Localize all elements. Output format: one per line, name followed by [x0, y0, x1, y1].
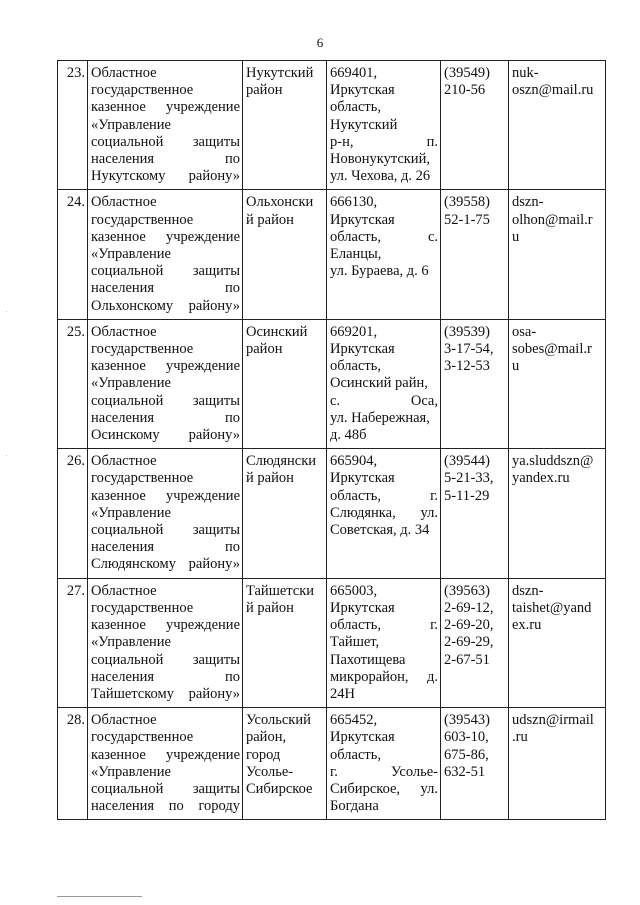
district-line: й район — [246, 470, 294, 487]
district-cell — [243, 190, 327, 319]
phone-line: 603-10, — [444, 729, 489, 746]
phone-line: 3-17-54, — [444, 341, 494, 358]
org-line: населения по — [91, 668, 240, 685]
address-line: 24Н — [330, 685, 355, 702]
offices-table-body — [58, 61, 606, 820]
email-line: dszn- — [512, 582, 544, 599]
address-line: область, с. — [330, 228, 438, 245]
address-line: г. Усолье- — [330, 763, 438, 780]
org-line: социальной защиты — [91, 780, 240, 797]
org-line: населения по — [91, 280, 240, 297]
email-cell — [509, 319, 606, 448]
org-line: Областное — [91, 323, 157, 340]
district-line: Слюдянски — [246, 453, 317, 470]
district-cell — [243, 319, 327, 448]
org-line: государственное — [91, 729, 194, 746]
email-line: nuk- — [512, 65, 539, 81]
district-line: Осинский — [246, 323, 308, 340]
row-number: 24. — [58, 190, 88, 319]
email-line: dszn- — [512, 194, 544, 211]
address-cell — [327, 449, 441, 578]
organization-cell — [88, 61, 243, 190]
phone-line: 2-69-12, — [444, 599, 494, 616]
address-line: 669201, — [330, 323, 378, 340]
phone-line: (39563) — [444, 582, 490, 599]
organization-cell — [88, 578, 243, 707]
org-line: Областное — [91, 194, 157, 211]
email-cell — [509, 61, 606, 190]
district-line: район — [246, 341, 283, 358]
org-line: населения по — [91, 151, 240, 168]
org-line: социальной защиты — [91, 651, 240, 668]
address-line: Осинский райн, — [330, 375, 428, 392]
phone-line: 2-69-20, — [444, 617, 494, 634]
address-line: Пахотищева — [330, 651, 406, 668]
org-line: казенное учреждение — [91, 358, 240, 375]
email-line: taishet@yand — [512, 599, 592, 616]
address-line: Иркутская — [330, 729, 395, 746]
address-line: ул. Набережная, — [330, 409, 430, 426]
org-line: «Управление — [91, 375, 171, 392]
org-line: Областное — [91, 65, 157, 81]
org-line: «Управление — [91, 634, 171, 651]
org-line: казенное учреждение — [91, 99, 240, 116]
address-line: р-н, п. — [330, 133, 438, 150]
phone-line: 5-11-29 — [444, 487, 490, 504]
org-line: государственное — [91, 599, 194, 616]
address-line: 665904, — [330, 453, 378, 470]
address-line: 666130, — [330, 194, 378, 211]
phone-cell — [441, 61, 509, 190]
email-line: ya.sluddszn@ — [512, 453, 594, 470]
organization-cell — [88, 319, 243, 448]
email-line: ex.ru — [512, 617, 542, 634]
phone-cell — [441, 578, 509, 707]
email-line: .ru — [512, 729, 528, 746]
address-cell — [327, 61, 441, 190]
email-line: osa- — [512, 323, 537, 340]
district-line: й район — [246, 599, 294, 616]
email-line: u — [512, 358, 520, 375]
scan-mark — [6, 311, 7, 312]
table-row — [58, 449, 606, 578]
email-line: yandex.ru — [512, 470, 570, 487]
address-line: область, г. — [330, 617, 438, 634]
phone-line: (39539) — [444, 323, 490, 340]
org-line: казенное учреждение — [91, 228, 240, 245]
org-line: казенное учреждение — [91, 746, 240, 763]
email-line: sobes@mail.r — [512, 341, 592, 358]
offices-table — [57, 60, 606, 820]
email-cell — [509, 190, 606, 319]
table-row — [58, 61, 606, 190]
phone-line: (39543) — [444, 712, 490, 729]
address-line: Нукутский — [330, 116, 398, 133]
email-cell — [509, 708, 606, 820]
district-cell — [243, 61, 327, 190]
phone-line: 52-1-75 — [444, 211, 490, 228]
phone-line: 632-51 — [444, 763, 486, 780]
page-number: 6 — [316, 35, 324, 50]
address-cell — [327, 578, 441, 707]
row-number: 25. — [58, 319, 88, 448]
org-line: Слюдянскому району» — [91, 556, 240, 573]
phone-line: (39544) — [444, 453, 490, 470]
org-line: Ольхонскому району» — [91, 297, 240, 314]
phone-line: 2-69-29, — [444, 634, 494, 651]
email-line: olhon@mail.r — [512, 211, 593, 228]
row-number: 23. — [58, 61, 88, 190]
organization-cell — [88, 449, 243, 578]
district-line: й район — [246, 211, 294, 228]
email-cell — [509, 578, 606, 707]
district-line: Усолье- — [246, 763, 294, 780]
district-line: район — [246, 82, 283, 99]
district-line: Сибирское — [246, 780, 313, 797]
phone-line: 675-86, — [444, 746, 489, 763]
org-line: Тайшетскому району» — [91, 685, 240, 702]
org-line: «Управление — [91, 763, 171, 780]
email-cell — [509, 449, 606, 578]
org-line: Областное — [91, 582, 157, 599]
address-line: Новонукутский, — [330, 151, 430, 168]
address-line: Иркутская — [330, 470, 395, 487]
address-line: Сибирское, ул. — [330, 780, 438, 797]
address-line: 665003, — [330, 582, 378, 599]
organization-cell — [88, 190, 243, 319]
org-line: Областное — [91, 712, 157, 729]
address-line: область, — [330, 358, 381, 375]
address-line: область, — [330, 99, 381, 116]
org-line: «Управление — [91, 116, 171, 133]
org-line: «Управление — [91, 504, 171, 521]
address-line: Богдана — [330, 798, 379, 815]
address-line: Слюдянка, ул. — [330, 504, 438, 521]
org-line: Областное — [91, 453, 157, 470]
org-line: социальной защиты — [91, 522, 240, 539]
phone-line: 2-67-51 — [444, 651, 490, 668]
org-line: государственное — [91, 341, 194, 358]
district-cell — [243, 708, 327, 820]
address-line: Иркутская — [330, 82, 395, 99]
address-cell — [327, 319, 441, 448]
district-cell — [243, 449, 327, 578]
phone-line: 3-12-53 — [444, 358, 490, 375]
address-line: область, — [330, 746, 381, 763]
email-line: oszn@mail.ru — [512, 82, 594, 99]
org-line: государственное — [91, 82, 194, 99]
phone-cell — [441, 708, 509, 820]
footer-rule — [57, 896, 142, 897]
district-line: Тайшетски — [246, 582, 315, 599]
org-line: «Управление — [91, 246, 171, 263]
district-line: Ольхонски — [246, 194, 314, 211]
address-line: Иркутская — [330, 341, 395, 358]
email-line: u — [512, 228, 520, 245]
org-line: населения по городу — [91, 798, 240, 815]
org-line: населения по — [91, 409, 240, 426]
org-line: казенное учреждение — [91, 617, 240, 634]
org-line: казенное учреждение — [91, 487, 240, 504]
address-line: Тайшет, — [330, 634, 380, 651]
address-line: Иркутская — [330, 211, 395, 228]
phone-cell — [441, 319, 509, 448]
district-line: Нукутский — [246, 65, 314, 81]
address-line: ул. Чехова, д. 26 — [330, 168, 431, 185]
org-line: социальной защиты — [91, 392, 240, 409]
phone-line: 210-56 — [444, 82, 486, 99]
table-row — [58, 708, 606, 820]
address-line: 665452, — [330, 712, 378, 729]
row-number: 28. — [58, 708, 88, 820]
email-line: udszn@irmail — [512, 712, 594, 729]
org-line: социальной защиты — [91, 263, 240, 280]
org-line: государственное — [91, 470, 194, 487]
table-row — [58, 578, 606, 707]
row-number: 26. — [58, 449, 88, 578]
org-line: Нукутскому району» — [91, 168, 240, 185]
table-row — [58, 190, 606, 319]
address-line: ул. Бураева, д. 6 — [330, 263, 429, 280]
phone-line: (39558) — [444, 194, 490, 211]
address-line: Советская, д. 34 — [330, 522, 430, 539]
row-number: 27. — [58, 578, 88, 707]
table-row — [58, 319, 606, 448]
address-line: Иркутская — [330, 599, 395, 616]
district-line: район, — [246, 729, 287, 746]
phone-line: 5-21-33, — [444, 470, 494, 487]
district-line: Усольский — [246, 712, 311, 729]
address-line: д. 48б — [330, 427, 367, 444]
address-cell — [327, 708, 441, 820]
district-line: город — [246, 746, 281, 763]
district-cell — [243, 578, 327, 707]
address-line: с. Оса, — [330, 392, 438, 409]
address-line: микрорайон, д. — [330, 668, 438, 685]
address-line: Еланцы, — [330, 246, 382, 263]
address-cell — [327, 190, 441, 319]
org-line: Осинскому району» — [91, 427, 240, 444]
phone-cell — [441, 449, 509, 578]
org-line: социальной защиты — [91, 133, 240, 150]
phone-cell — [441, 190, 509, 319]
org-line: государственное — [91, 211, 194, 228]
address-line: 669401, — [330, 65, 378, 81]
address-line: область, г. — [330, 487, 438, 504]
org-line: населения по — [91, 539, 240, 556]
organization-cell — [88, 708, 243, 820]
scan-mark — [6, 455, 7, 456]
phone-line: (39549) — [444, 65, 490, 81]
